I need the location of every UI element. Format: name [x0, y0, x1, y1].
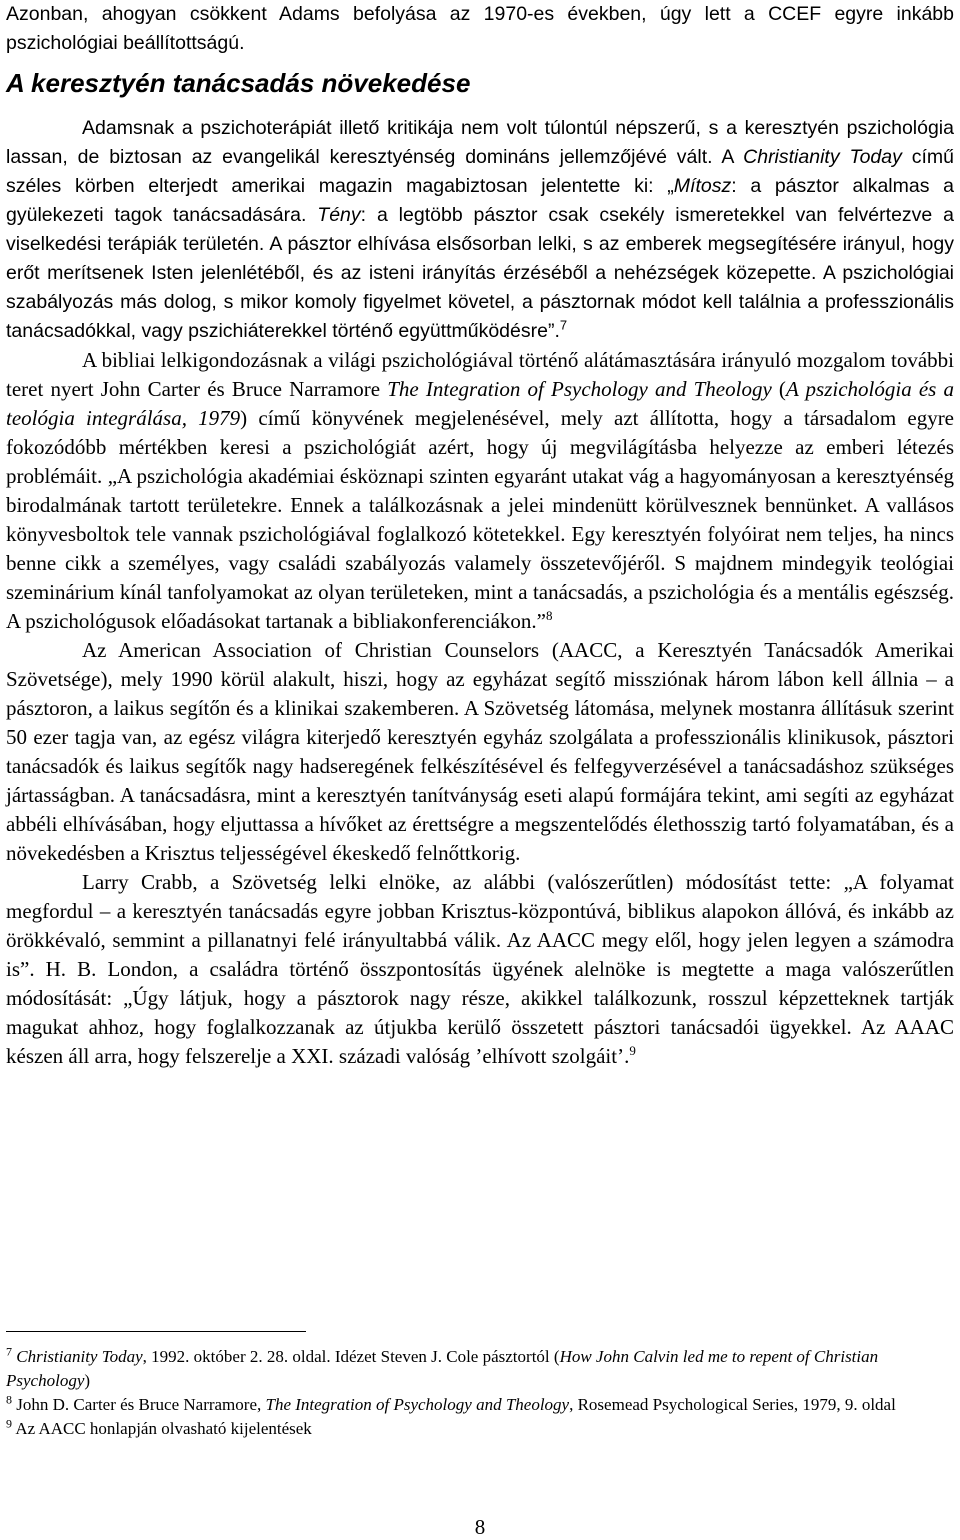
footnote-italic: Christianity Today — [16, 1347, 143, 1366]
paragraph-text: Larry Crabb, a Szövetség lelki elnöke, az alábbi (valószerűtlen) módosítást tette: „A folyamat megfordul – a keresztyén tanácsadás egyre jobban Krisztus-központúvá, biblikus alapokon állóvá, és inkább az örökkévaló, semmint a pillanatnyi felé irányultabbá válik. Az AACC megy elől, hogy jelen legyen a számodra is”. H. B. London, a családra történő összpontosítás ügyének alelnöke is megtette a maga valószerűtlen módosítását: „Úgy látjuk, hogy a pásztorok nagy része, akikkel találkozunk, rosszul képzetteknek tartják magukat ahhoz, hogy foglalkozzanak az útjukba kerülő összetett pásztori tanácsadói ügyekkel. Az AAAC készen áll arra, hogy felszerelje a XXI. századi valóság ’elhívott szolgáit’. — [6, 870, 954, 1068]
paragraph-text: A bibliai lelkigondozásnak a világi pszichológiával történő alátámasztására irányuló mozgalom további teret nyert John Carter és Bruce Narramore — [6, 348, 954, 401]
footnote-divider — [6, 1331, 306, 1332]
footnote-text: ) — [84, 1371, 91, 1390]
paragraph-text: Az American Association of Christian Counselors (AACC, a Keresztyén Tanácsadók Amerikai Szövetsége), mely 1990 körül alakult, hiszi, hogy az egyházat segítő missziónak három lábon kell állnia – a pásztoron, a laikus segítőn és a klinikai szakemberen. A Szövetség látomása, melynek mostanra állításuk szerint 50 ezer tagja van, az egész világra kiterjedő keresztyén egyház szolgálata a professzionális klinikusok, pásztori tanácsadók és laikus segítők nagy hadseregének felkészítésével és felfegyverzésével a tanácsadáshoz szükséges jártasságban. A tanácsadásra, mint a keresztyén tanítványság eseti alapú formájára tekint, ami segíti az egyházat abbéli elhívásában, hogy eljuttassa a hívőket az érettségre a megszentelődés élethosszig tartó folyamatában, és a növekedésben a Krisztus teljességével ékeskedő felnőttkorig. — [6, 638, 954, 865]
emphasis-text: Tény — [317, 204, 361, 226]
footnotes — [6, 1345, 954, 1441]
document-page — [6, 0, 954, 1071]
footnote-9 — [6, 1417, 954, 1441]
paragraph-text: Azonban, ahogyan csökkent Adams befolyása az 1970-es években, úgy lett a CCEF egyre inkább pszichológiai beállítottságú. — [6, 3, 954, 54]
paragraph-intro — [6, 0, 954, 58]
footnote-number: 7 — [6, 1344, 12, 1359]
page-number: 8 — [474, 1515, 486, 1539]
magazine-title: Christianity Today — [743, 146, 902, 168]
footnote-text: , 1992. október 2. 28. oldal. Idézet Steven J. Cole pásztortól ( — [142, 1347, 560, 1366]
paragraph-text: : a legtöbb pásztor csak csekély ismeretekkel van felvértezve a viselkedési terápiák területén. A pásztor elhívása elsősorban lelki, s az emberek megsegítésére irányul, hogy erőt merítsenek Isten jelenlétéből, és az isteni irányítás érzéséből a nehézségek közepette. A pszichológiai szabályozás más dolog, s mikor komoly figyelmet követel, a pásztornak módot kell találnia a professzionális tanácsadókkal, vagy pszichiáterekkel történő együttműködésre”. — [6, 204, 954, 342]
paragraph-text: Adamsnak a pszichoterápiát illető kritikája nem volt túlontúl népszerű, s a keresztyén pszichológia lassan, de biztosan az evangelikál keresztyénség domináns jellemzőjévé vált. A — [6, 117, 954, 168]
book-title-translation: A pszichológia és a teológia integrálása, 1979 — [6, 377, 955, 430]
footnote-italic: How John Calvin led me to repent of Christian Psychology — [6, 1347, 879, 1390]
paragraph-text: : a pásztor alkalmas a gyülekezeti tagok tanácsadására. — [6, 175, 954, 226]
footnote-number: 9 — [6, 1416, 12, 1431]
footnote-7 — [6, 1345, 954, 1393]
footnote-number: 8 — [6, 1392, 12, 1407]
section-heading: A keresztyén tanácsadás növekedése — [6, 68, 471, 98]
paragraph-3 — [6, 636, 954, 868]
paragraph-text: ( — [771, 377, 786, 401]
paragraph-1 — [6, 114, 954, 346]
paragraph-text: című széles körben elterjedt amerikai magazin magabiztosan jelentette ki: „ — [6, 146, 954, 197]
book-title: The Integration of Psychology and Theology — [387, 377, 772, 401]
footnote-ref[interactable]: 8 — [545, 608, 553, 623]
footnote-italic: The Integration of Psychology and Theology — [265, 1395, 570, 1414]
footnote-text: John D. Carter és Bruce Narramore, — [16, 1395, 266, 1414]
paragraph-text: ) című könyvének megjelenésével, mely azt állította, hogy a társadalom egyre fokozódóbb mértékben keresi a pszichológiát azért, hogy új megvilágításba helyezze az emberi létezés problémáit. „A pszichológia akadémiai ésköznapi szinten egyaránt utakat vág a hagyományosan a keresztyénség birodalmának tartott területekre. Ennek a találkozásnak a jelei mindenütt körülvesznek bennünket. A vallásos könyvesboltok tele vannak pszichológiával foglalkozó kötetekkel. Egy keresztyén folyóirat nem teljes, ha nincs benne cikk a személyes, vagy családi szabályozás valamely összetevőjéről. S majdnem mindegyik teológiai szeminárium kínál tanfolyamokat az olyan területeken, mint a tanácsadás, a pszichológia és a mentális egészség. A pszichológusok előadásokat tartanak a bibliakonferenciákon.” — [6, 406, 955, 633]
footnote-text: Az AACC honlapján olvasható kijelentések — [15, 1419, 312, 1438]
paragraph-2 — [6, 346, 954, 636]
emphasis-text: Mítosz — [673, 175, 732, 197]
footnote-8 — [6, 1393, 954, 1417]
footnote-ref[interactable]: 7 — [559, 317, 568, 333]
paragraph-4 — [6, 868, 954, 1071]
footnote-text: , Rosemead Psychological Series, 1979, 9. oldal — [569, 1395, 896, 1414]
footnote-ref[interactable]: 9 — [629, 1043, 636, 1058]
